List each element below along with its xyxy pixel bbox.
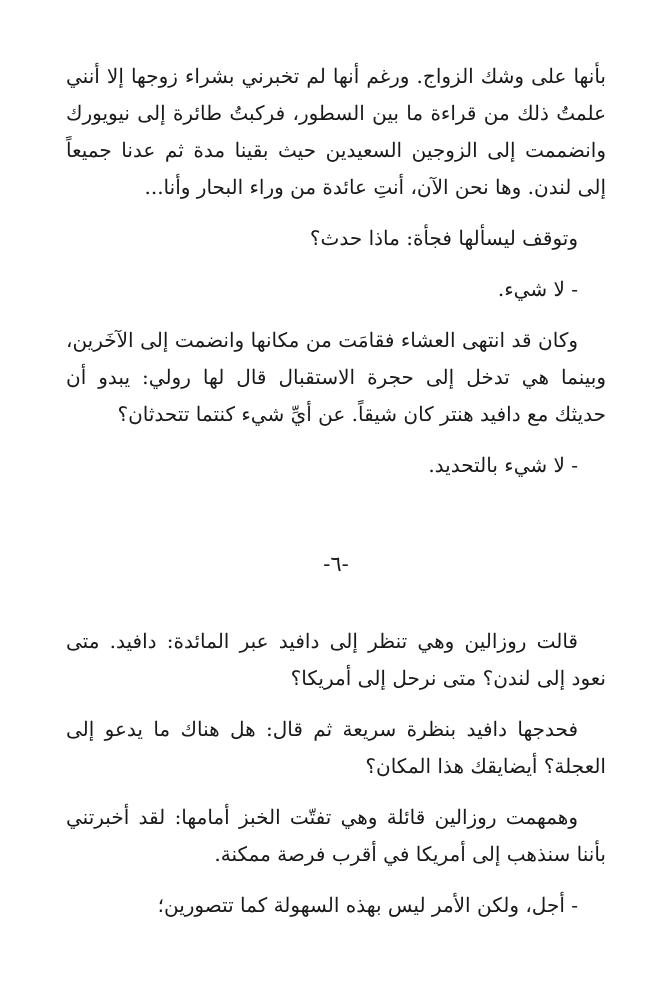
text-section-after-chapter — [66, 623, 606, 924]
paragraph: - لا شيء بالتحديد. — [428, 453, 578, 477]
paragraph: قالت روزالين وهي تنظر إلى دافيد عبر المائدة: دافيد. متى نعود إلى لندن؟ متى نرحل إلى أمريكا؟ — [66, 629, 606, 690]
text-section-before-chapter — [66, 58, 606, 484]
paragraph: فحدجها دافيد بنظرة سريعة ثم قال: هل هناك ما يدعو إلى العجلة؟ أيضايقك هذا المكان؟ — [66, 717, 606, 778]
paragraph: وتوقف ليسألها فجأة: ماذا حدث؟ — [309, 226, 578, 250]
paragraph: وكان قد انتهى العشاء فقامَت من مكانها وانضمت إلى الآخَرين، وبينما هي تدخل إلى حجرة الاستقبال قال لها رولي: يبدو أن حديثك مع دافيد هنتر كان شيقاً. عن أيِّ شيء كنتما تتحدثان؟ — [66, 328, 606, 426]
paragraph: - أجل، ولكن الأمر ليس بهذه السهولة كما تتصورين؛ — [157, 893, 578, 917]
chapter-number: -٦- — [323, 552, 349, 576]
paragraph: وهمهمت روزالين قائلة وهي تفتّت الخبز أمامها: لقد أخبرتني بأننا سنذهب إلى أمريكا في أقرب فرصة ممكنة. — [66, 805, 606, 866]
paragraph: - لا شيء. — [497, 277, 578, 301]
paragraph: بأنها على وشك الزواج. ورغم أنها لم تخبرني بشراء زوجها إلا أنني علمتُ ذلك من قراءة ما بين السطور، فركبتُ طائرة إلى نيويورك وانضممت إلى الزوجين السعيدين حيث بقينا مدة ثم عدنا جميعاً إلى لندن. وها نحن الآن، أنتِ عائدة من وراء البحار وأنا... — [66, 64, 606, 199]
book-page — [66, 58, 606, 938]
